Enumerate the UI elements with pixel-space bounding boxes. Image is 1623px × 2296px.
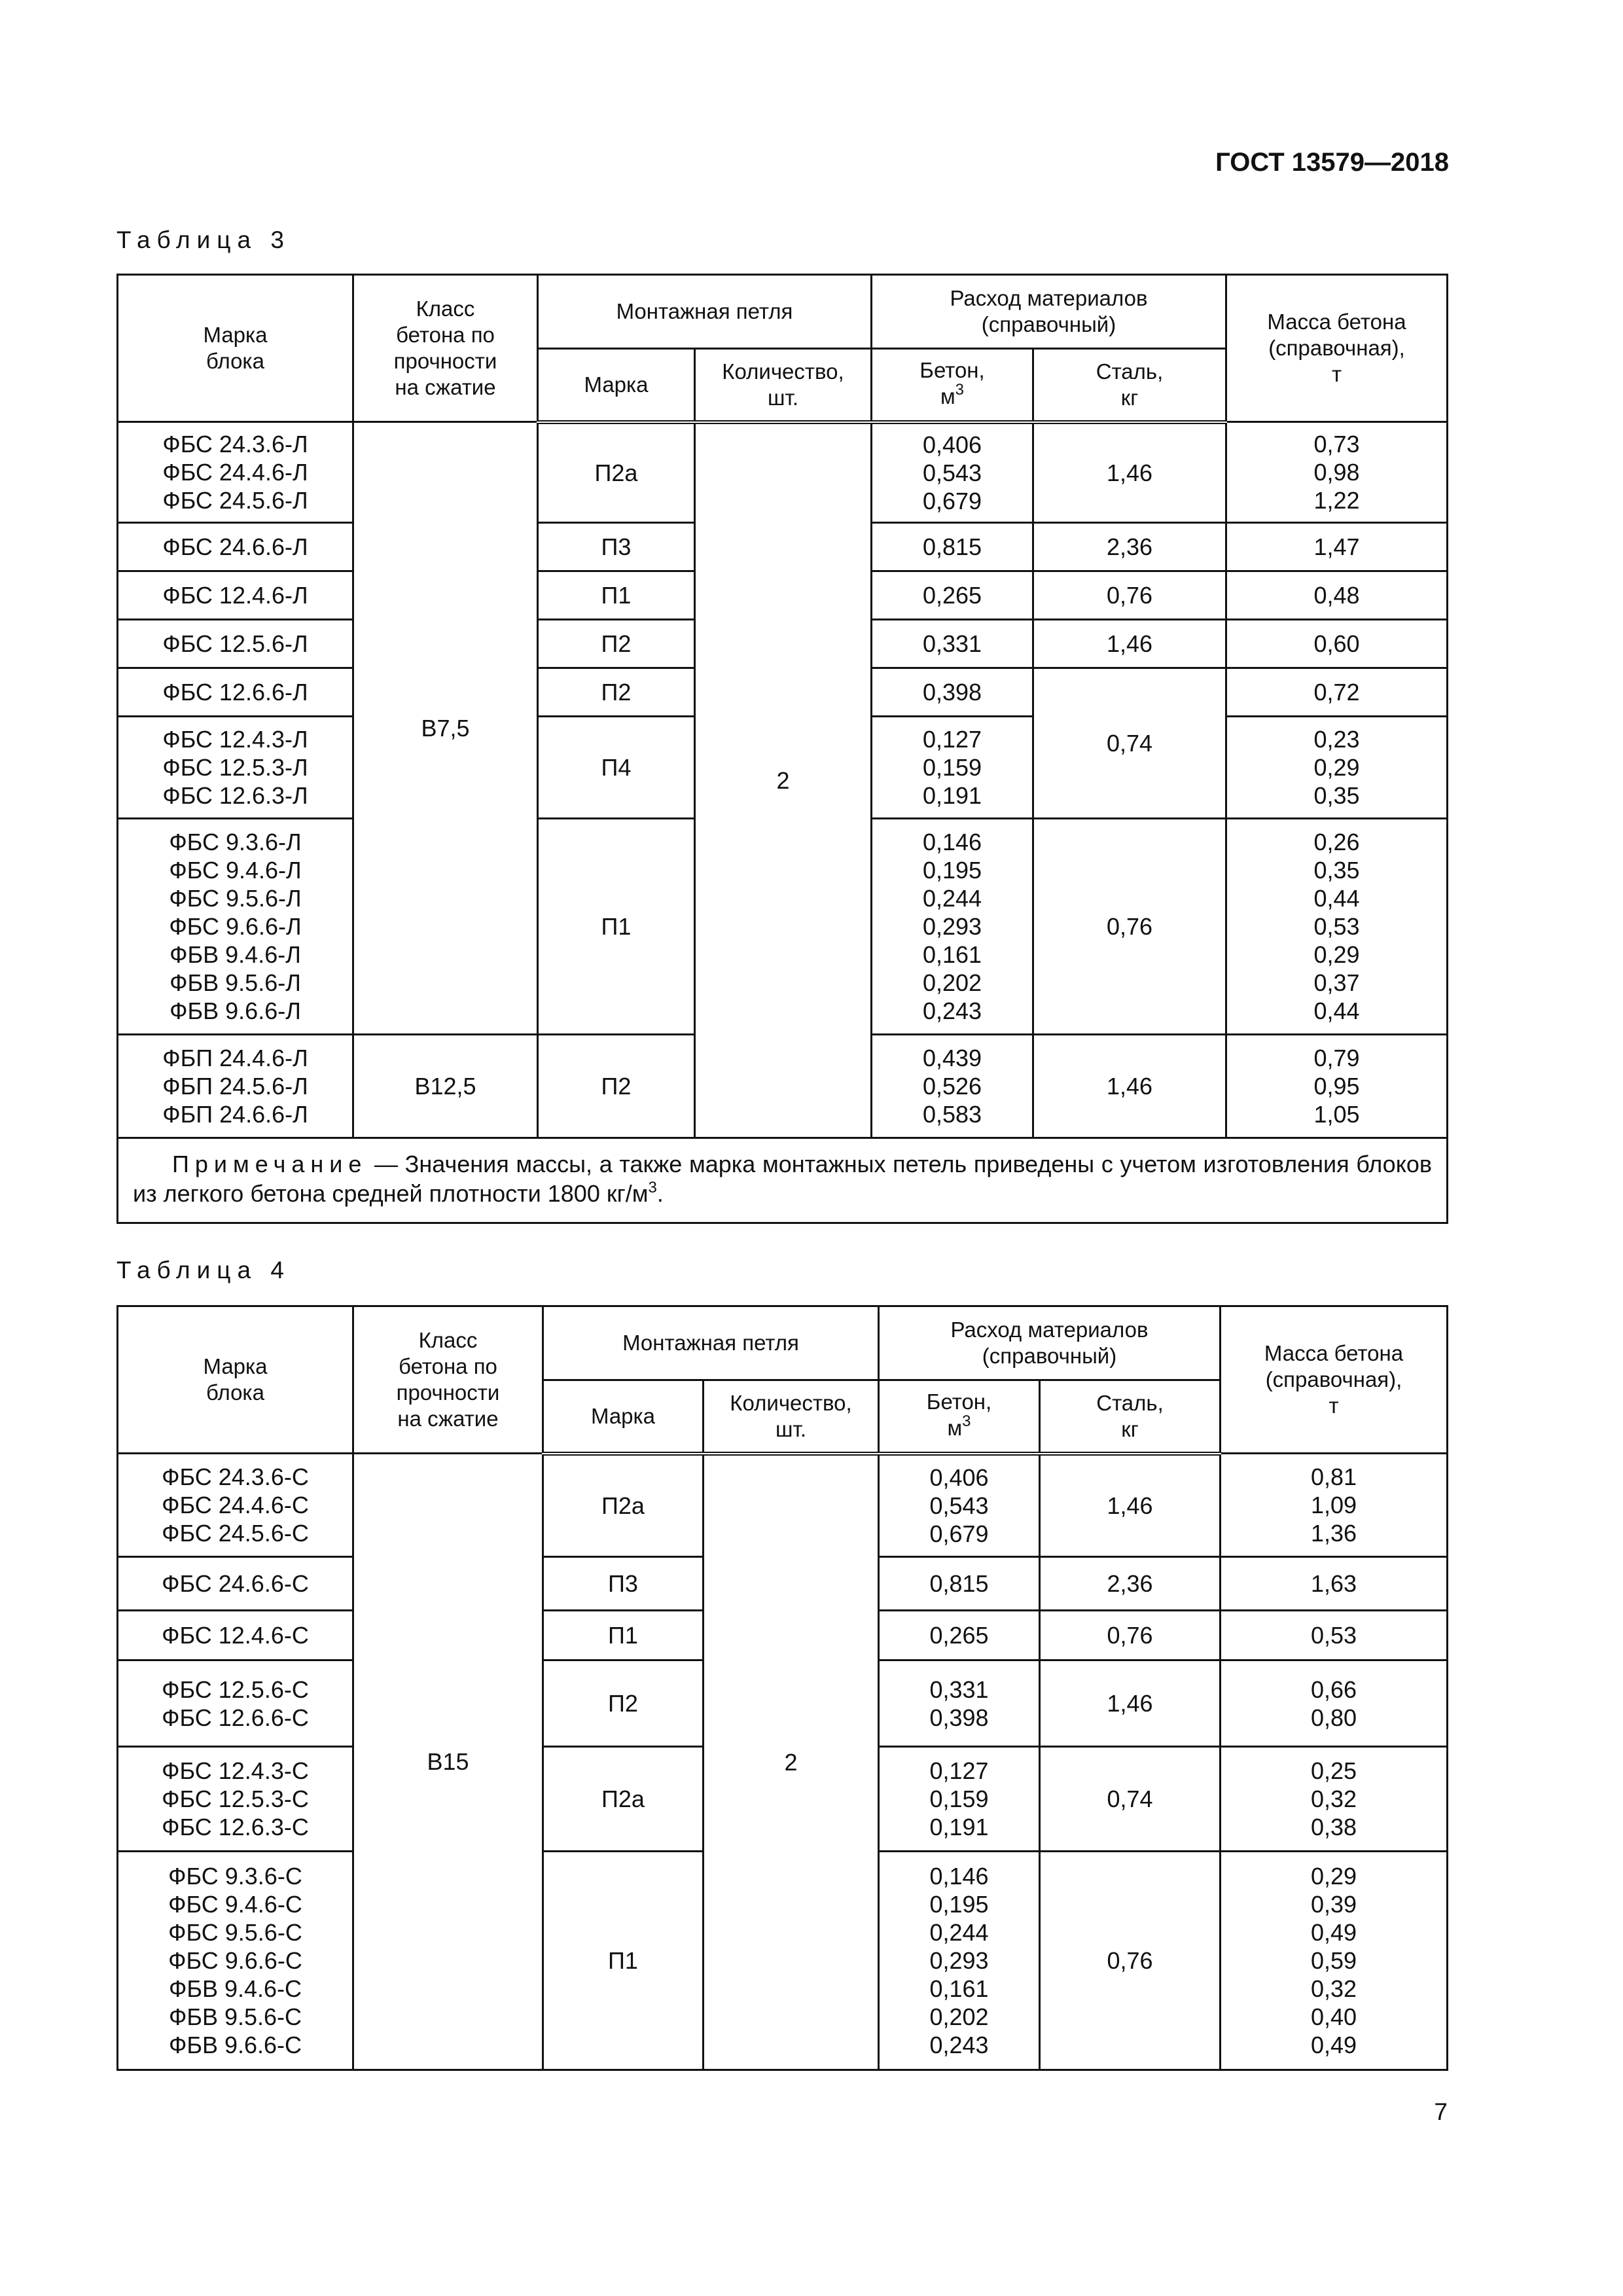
concrete-cell: 0,331 <box>872 620 1033 668</box>
block-mark-cell: ФБП 24.4.6-Л ФБП 24.5.6-Л ФБП 24.6.6-Л <box>118 1035 353 1138</box>
loop-mark-cell: П1 <box>538 571 695 620</box>
concrete-cell: 0,265 <box>872 571 1033 620</box>
block-mark-cell: ФБС 24.6.6-Л <box>118 523 353 571</box>
note-label: Примечание <box>172 1151 368 1177</box>
table-note-row <box>118 1138 1448 1223</box>
steel-cell: 2,36 <box>1033 523 1226 571</box>
table-row <box>118 1454 1448 1557</box>
mass-cell: 0,60 <box>1226 620 1448 668</box>
loop-mark-cell: П4 <box>538 717 695 819</box>
loop-mark-cell: П2а <box>543 1454 704 1557</box>
mass-cell: 1,63 <box>1221 1557 1448 1611</box>
loop-mark-cell: П1 <box>543 1852 704 2070</box>
steel-cell: 0,74 <box>1033 668 1226 819</box>
concrete-cell: 0,406 0,543 0,679 <box>872 422 1033 523</box>
concrete-cell: 0,406 0,543 0,679 <box>879 1454 1040 1557</box>
block-mark-cell: ФБС 12.5.6-Л <box>118 620 353 668</box>
column-header-loop-qty: Количество, шт. <box>695 349 872 422</box>
loop-mark-cell: П1 <box>538 819 695 1035</box>
column-header-loop-mark: Марка <box>543 1380 704 1454</box>
mass-cell: 0,72 <box>1226 668 1448 717</box>
concrete-cell: 0,127 0,159 0,191 <box>879 1747 1040 1852</box>
loop-mark-cell: П1 <box>543 1611 704 1660</box>
loop-qty-cell: 2 <box>704 1454 879 2070</box>
concrete-cell: 0,146 0,195 0,244 0,293 0,161 0,202 0,243 <box>879 1852 1040 2070</box>
loop-mark-cell: П3 <box>538 523 695 571</box>
steel-cell: 1,46 <box>1040 1454 1221 1557</box>
column-header-steel: Сталь, кг <box>1040 1380 1221 1454</box>
column-header-mark: Марка блока <box>118 1306 353 1454</box>
loop-mark-cell: П2 <box>538 1035 695 1138</box>
column-header-loop: Монтажная петля <box>543 1306 879 1380</box>
block-mark-cell: ФБС 9.3.6-С ФБС 9.4.6-С ФБС 9.5.6-С ФБС 9.6.6-С ФБВ 9.4.6-С ФБВ 9.5.6-С ФБВ 9.6.6-С <box>118 1852 353 2070</box>
mass-cell: 0,26 0,35 0,44 0,53 0,29 0,37 0,44 <box>1226 819 1448 1035</box>
column-header-mass: Масса бетона (справочная), т <box>1221 1306 1448 1454</box>
mass-cell: 0,73 0,98 1,22 <box>1226 422 1448 523</box>
steel-cell: 0,76 <box>1040 1611 1221 1660</box>
block-mark-cell: ФБС 12.5.6-С ФБС 12.6.6-С <box>118 1660 353 1747</box>
steel-cell: 1,46 <box>1033 422 1226 523</box>
block-mark-cell: ФБС 9.3.6-Л ФБС 9.4.6-Л ФБС 9.5.6-Л ФБС 9.6.6-Л ФБВ 9.4.6-Л ФБВ 9.5.6-Л ФБВ 9.6.6-Л <box>118 819 353 1035</box>
table-3 <box>116 274 1448 1224</box>
mass-cell: 0,23 0,29 0,35 <box>1226 717 1448 819</box>
loop-mark-cell: П2 <box>543 1660 704 1747</box>
block-mark-cell: ФБС 12.6.6-Л <box>118 668 353 717</box>
loop-mark-cell: П3 <box>543 1557 704 1611</box>
concrete-class-cell: В12,5 <box>353 1035 538 1138</box>
concrete-cell: 0,331 0,398 <box>879 1660 1040 1747</box>
block-mark-cell: ФБС 24.3.6-Л ФБС 24.4.6-Л ФБС 24.5.6-Л <box>118 422 353 523</box>
block-mark-cell: ФБС 12.4.6-С <box>118 1611 353 1660</box>
block-mark-cell: ФБС 12.4.3-Л ФБС 12.5.3-Л ФБС 12.6.3-Л <box>118 717 353 819</box>
column-header-mark: Марка блока <box>118 275 353 422</box>
column-header-concrete: Бетон, $м^3$ <box>872 349 1033 422</box>
steel-cell: 1,46 <box>1033 620 1226 668</box>
mass-cell: 0,66 0,80 <box>1221 1660 1448 1747</box>
steel-cell: 0,76 <box>1033 571 1226 620</box>
mass-cell: 0,81 1,09 1,36 <box>1221 1454 1448 1557</box>
mass-cell: 0,25 0,32 0,38 <box>1221 1747 1448 1852</box>
column-header-materials: Расход материалов (справочный) <box>879 1306 1221 1380</box>
page-number: 7 <box>1434 2098 1448 2125</box>
column-header-steel: Сталь, кг <box>1033 349 1226 422</box>
concrete-cell: 0,127 0,159 0,191 <box>872 717 1033 819</box>
concrete-cell: 0,815 <box>879 1557 1040 1611</box>
steel-cell: 1,46 <box>1033 1035 1226 1138</box>
mass-cell: 0,79 0,95 1,05 <box>1226 1035 1448 1138</box>
loop-mark-cell: П2а <box>543 1747 704 1852</box>
mass-cell: 0,53 <box>1221 1611 1448 1660</box>
steel-cell: 0,76 <box>1040 1852 1221 2070</box>
block-mark-cell: ФБС 12.4.6-Л <box>118 571 353 620</box>
concrete-class-cell: В7,5 <box>353 422 538 1035</box>
mass-cell: 1,47 <box>1226 523 1448 571</box>
steel-cell: 2,36 <box>1040 1557 1221 1611</box>
block-mark-cell: ФБС 24.6.6-С <box>118 1557 353 1611</box>
concrete-cell: 0,398 <box>872 668 1033 717</box>
table-row <box>118 422 1448 523</box>
column-header-concrete: Бетон, $м^3$ <box>879 1380 1040 1454</box>
concrete-cell: 0,146 0,195 0,244 0,293 0,161 0,202 0,243 <box>872 819 1033 1035</box>
column-header-loop: Монтажная петля <box>538 275 872 349</box>
table-3-caption: Таблица 3 <box>116 226 291 253</box>
mass-cell: 0,48 <box>1226 571 1448 620</box>
steel-cell: 0,74 <box>1040 1747 1221 1852</box>
concrete-class-cell: В15 <box>353 1454 543 2070</box>
concrete-cell: 0,265 <box>879 1611 1040 1660</box>
concrete-cell: 0,815 <box>872 523 1033 571</box>
concrete-cell: 0,439 0,526 0,583 <box>872 1035 1033 1138</box>
column-header-class: Класс бетона по прочности на сжатие <box>353 1306 543 1454</box>
steel-cell: 0,76 <box>1033 819 1226 1035</box>
column-header-loop-mark: Марка <box>538 349 695 422</box>
column-header-class: Класс бетона по прочности на сжатие <box>353 275 538 422</box>
table-4-caption: Таблица 4 <box>116 1257 291 1283</box>
column-header-materials: Расход материалов (справочный) <box>872 275 1226 349</box>
note-text: — Значения массы, а также марка монтажных петель приведены с учетом изготовления блоков из легкого бетона средней плотности 1800 кг/м <box>133 1151 1433 1207</box>
loop-mark-cell: П2а <box>538 422 695 523</box>
block-mark-cell: ФБС 24.3.6-С ФБС 24.4.6-С ФБС 24.5.6-С <box>118 1454 353 1557</box>
loop-mark-cell: П2 <box>538 620 695 668</box>
block-mark-cell: ФБС 12.4.3-С ФБС 12.5.3-С ФБС 12.6.3-С <box>118 1747 353 1852</box>
steel-cell: 1,46 <box>1040 1660 1221 1747</box>
column-header-mass: Масса бетона (справочная), т <box>1226 275 1448 422</box>
table-4 <box>116 1305 1448 2071</box>
loop-mark-cell: П2 <box>538 668 695 717</box>
document-id: ГОСТ 13579—2018 <box>1215 148 1449 177</box>
loop-qty-cell: 2 <box>695 422 872 1138</box>
mass-cell: 0,29 0,39 0,49 0,59 0,32 0,40 0,49 <box>1221 1852 1448 2070</box>
table-note: Примечание — Значения массы, а также марка монтажных петель приведены с учетом изготовления блоков из легкого бетона средней плотности 1800 $кг/м^3$. <box>118 1138 1448 1223</box>
column-header-loop-qty: Количество, шт. <box>704 1380 879 1454</box>
